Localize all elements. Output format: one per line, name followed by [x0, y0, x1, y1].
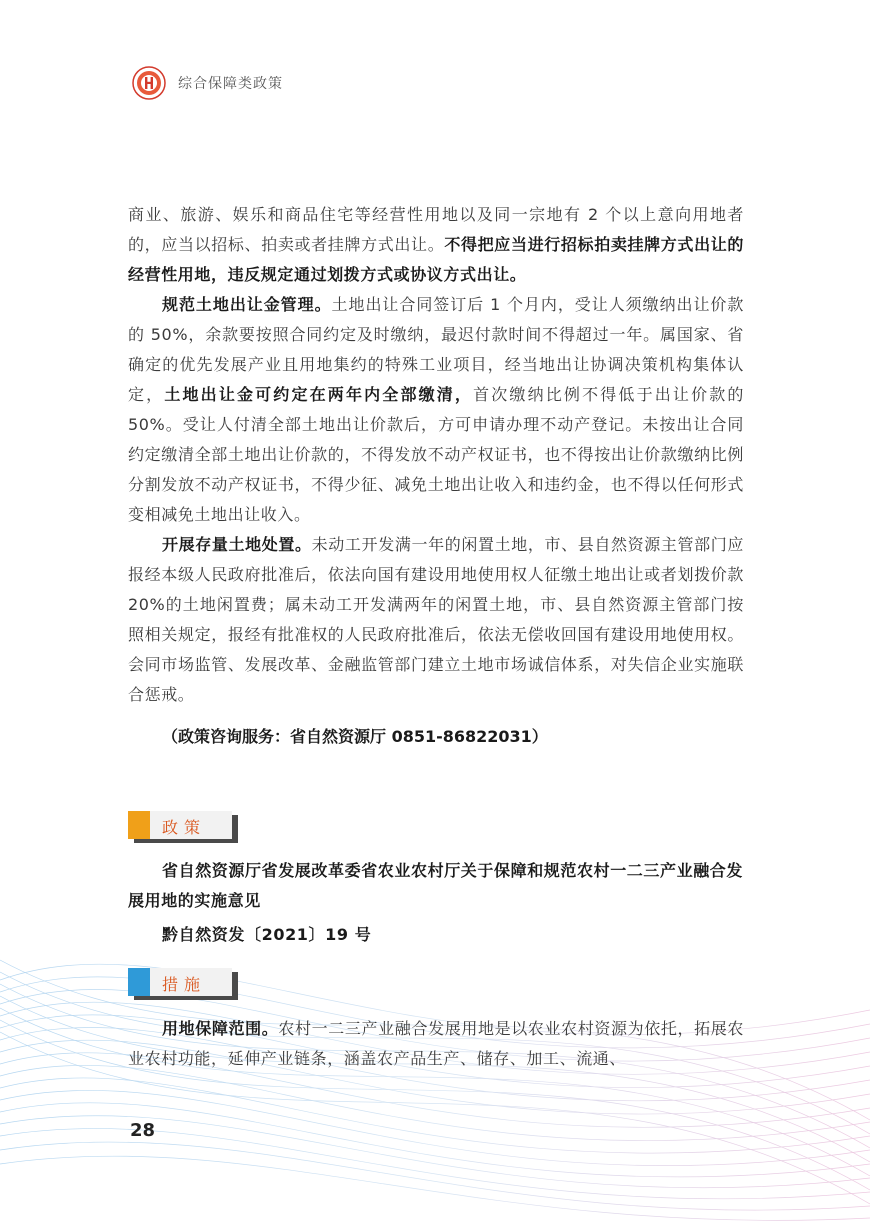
- policy-tag-label: 政策: [162, 818, 207, 837]
- body-text-section-1: [128, 200, 744, 752]
- measures-tag: [128, 968, 236, 998]
- paragraph-heading: 用地保障范围。: [162, 1019, 279, 1038]
- paragraph-land-scope: [128, 1014, 744, 1074]
- paragraph-text: 农村一二三产业融合发展用地是以农业农村资源为依托，拓展农业农村功能，延伸产业链条，涵盖农产品生产、储存、加工、流通、: [128, 1019, 744, 1068]
- paragraph-land-fee-management: [128, 290, 744, 530]
- federation-emblem-icon: [132, 66, 166, 100]
- page-number: 28: [130, 1120, 156, 1141]
- policy-tag: [128, 811, 236, 841]
- policy-document-number: 黔自然资发〔2021〕19 号: [162, 925, 372, 944]
- paragraph-heading: 开展存量土地处置。: [162, 535, 312, 554]
- paragraph-text: 首次缴纳比例不得低于出让价款的 50%。受让人付清全部土地出让价款后，方可申请办理不动产登记。未按出让合同约定缴清全部土地出让价款的，不得发放不动产权证书，也不得按出让价款缴纳比例分割发放不动产权证书，不得少征、减免土地出让收入和违约金，也不得以任何形式变相减免土地出让收入。: [128, 385, 744, 524]
- paragraph-heading: 规范土地出让金管理。: [162, 295, 332, 314]
- emphasis-text: 土地出让金可约定在两年内全部缴清，: [164, 385, 474, 404]
- measures-tag-label: 措施: [162, 975, 207, 994]
- paragraph-text: 商业、旅游、娱乐和商品住宅等经营性用地以及同一宗地有 2 个以上意向用地者的，应当以招标、拍卖或者挂牌方式出让。: [128, 205, 744, 254]
- body-text-section-2: [128, 1014, 744, 1074]
- policy-document-title: 省自然资源厅省发展改革委省农业农村厅关于保障和规范农村一二三产业融合发展用地的实施意见: [128, 861, 744, 910]
- paragraph-idle-land: [128, 530, 744, 710]
- paragraph-text: 土地出让合同签订后 1 个月内，受让人须缴纳出让价款的 50%，余款要按照合同约定及时缴纳，最迟付款时间不得超过一年。属国家、省确定的优先发展产业且用地集约的特殊工业项目，经当地出让协调决策机构集体认定，: [128, 295, 744, 404]
- section-title: 综合保障类政策: [178, 76, 283, 92]
- page-header: [132, 66, 283, 100]
- emphasis-text: 不得把应当进行招标拍卖挂牌方式出让的经营性用地，违反规定通过划拨方式或协议方式出让。: [128, 235, 744, 284]
- contact-info: （政策咨询服务：省自然资源厅 0851-86822031）: [162, 727, 548, 746]
- paragraph-bidding: [128, 200, 744, 290]
- paragraph-text: 未动工开发满一年的闲置土地，市、县自然资源主管部门应报经本级人民政府批准后，依法向国有建设用地使用权人征缴土地出让或者划拨价款 20%的土地闲置费；属未动工开发满两年的闲置土地，市、县自然资源主管部门按照相关规定，报经有批准权的人民政府批准后，依法无偿收回国有建设用地使用权。会同市场监管、发展改革、金融监管部门建立土地市场诚信体系，对失信企业实施联合惩戒。: [128, 535, 744, 704]
